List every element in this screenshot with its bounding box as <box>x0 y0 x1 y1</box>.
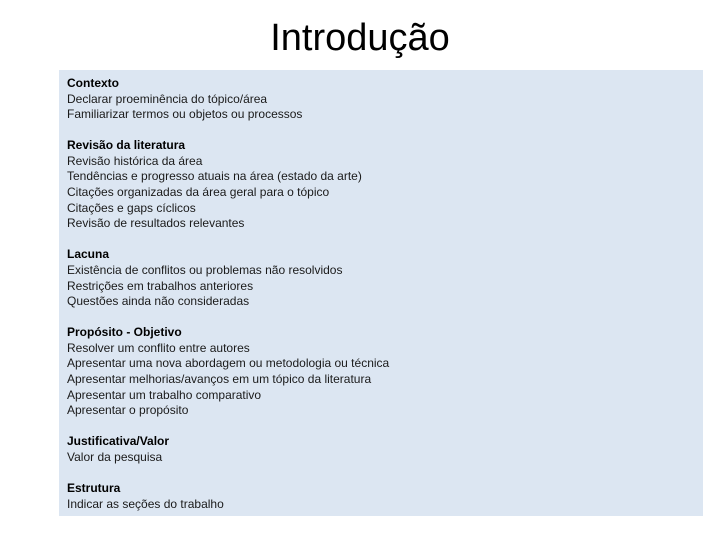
section-item: Existência de conflitos ou problemas não resolvidos <box>67 262 343 277</box>
section-lacuna <box>67 247 695 309</box>
section-contexto <box>67 76 695 123</box>
content-panel <box>59 70 703 516</box>
section-item: Revisão histórica da área <box>67 153 203 168</box>
section-item: Apresentar o propósito <box>67 403 189 418</box>
section-heading: Lacuna <box>67 247 110 262</box>
section-item: Apresentar uma nova abordagem ou metodologia ou técnica <box>67 356 390 371</box>
section-proposito-objetivo <box>67 325 695 419</box>
section-item: Apresentar melhorias/avanços em um tópico da literatura <box>67 372 372 386</box>
section-item: Indicar as seções do trabalho <box>67 496 224 511</box>
section-item: Declarar proeminência do tópico/área <box>67 91 268 106</box>
section-item: Restrições em trabalhos anteriores <box>67 278 254 293</box>
section-item: Apresentar um trabalho comparativo <box>67 387 262 402</box>
section-heading: Estrutura <box>67 480 121 495</box>
section-item: Resolver um conflito entre autores <box>67 340 250 355</box>
section-item: Tendências e progresso atuais na área (estado da arte) <box>67 169 362 184</box>
section-justificativa-valor <box>67 434 695 465</box>
section-item: Familiarizar termos ou objetos ou processos <box>67 107 303 122</box>
section-revisao-literatura <box>67 138 695 232</box>
section-heading: Propósito - Objetivo <box>67 325 182 340</box>
slide-title: Introdução <box>270 17 450 59</box>
section-item: Citações organizadas da área geral para o tópico <box>67 185 330 200</box>
section-heading: Revisão da literatura <box>67 138 186 153</box>
section-item: Citações e gaps cíclicos <box>67 200 196 215</box>
section-heading: Contexto <box>67 76 119 90</box>
section-item: Questões ainda não consideradas <box>67 294 250 309</box>
section-item: Valor da pesquisa <box>67 449 163 464</box>
section-item: Revisão de resultados relevantes <box>67 216 245 231</box>
section-estrutura <box>67 481 695 512</box>
section-heading: Justificativa/Valor <box>67 434 170 449</box>
